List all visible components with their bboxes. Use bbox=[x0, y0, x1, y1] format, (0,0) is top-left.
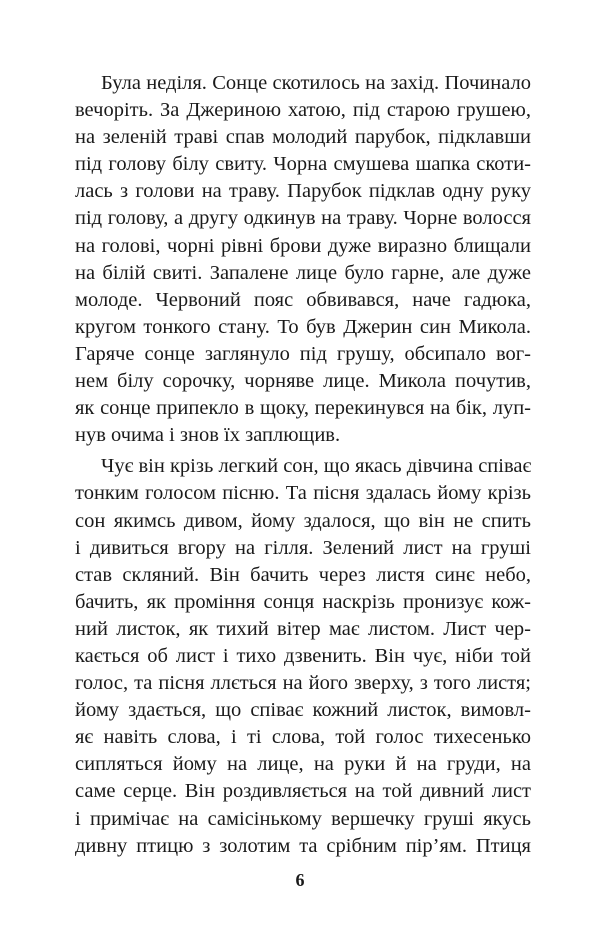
text-line: лась з голови на траву. Парубок підклав одну руку bbox=[75, 180, 531, 203]
text-line: голос, та пісня ллється на його зверху, з того листя; bbox=[75, 672, 531, 695]
text-line: кається об лист і тихо дзвенить. Він чує, ніби той bbox=[75, 644, 531, 667]
text-line: тонким голосом пісню. Та пісня здалась йому крізь bbox=[75, 482, 531, 505]
body-text bbox=[75, 70, 531, 860]
text-line: молоде. Червоний пояс обвивався, наче гадюка, bbox=[75, 288, 531, 311]
text-line: сипляться йому на лице, на руки й на груди, на bbox=[75, 753, 531, 776]
page-number: 6 bbox=[295, 870, 305, 890]
text-line: як сонце припекло в щоку, перекинувся на бік, луп- bbox=[75, 397, 531, 420]
text-line: саме серце. Він роздивляється на той дивний лист bbox=[75, 780, 531, 803]
text-line: сон якимсь дивом, йому здалося, що він не спить bbox=[75, 509, 531, 532]
text-line: бачить, як проміння сонця наскрізь пронизує кож- bbox=[75, 590, 531, 613]
text-line: Чує він крізь легкий сон, що якась дівчина співає bbox=[101, 455, 532, 478]
text-line: яє навіть слова, і ті слова, той голос тихесенько bbox=[75, 726, 531, 749]
text-line: під голову білу свиту. Чорна смушева шапка скоти- bbox=[75, 153, 531, 176]
text-line: нув очима і знов їх заплющив. bbox=[75, 424, 341, 447]
text-line: на зеленій траві спав молодий парубок, підклавши bbox=[75, 126, 531, 149]
text-line: ний листок, як тихий вітер має листом. Лист чер- bbox=[75, 617, 531, 640]
text-line: вечоріть. За Джериною хатою, під старою грушею, bbox=[75, 99, 531, 122]
text-line: Гаряче сонце заглянуло під грушу, обсипало вог- bbox=[75, 342, 531, 365]
text-line: йому здається, що співає кожний листок, вимовл- bbox=[75, 699, 531, 722]
text-line: Була неділя. Сонце скотилось на захід. Починало bbox=[101, 72, 531, 94]
paragraph-1 bbox=[75, 70, 531, 449]
text-line: нем білу сорочку, чорняве лице. Микола почутив, bbox=[75, 370, 531, 393]
paragraph-2 bbox=[75, 453, 531, 859]
text-line: дивну птицю з золотим та срібним пір’ям. Птиця bbox=[75, 834, 531, 857]
text-line: став скляний. Він бачить через листя синє небо, bbox=[75, 563, 531, 586]
text-line: кругом тонкого стану. То був Джерин син Микола. bbox=[75, 315, 531, 338]
text-line: і дивиться вгору на гілля. Зелений лист на груші bbox=[75, 536, 531, 559]
text-line: і примічає на самісінькому вершечку груші якусь bbox=[75, 807, 531, 830]
text-line: під голову, а другу одкинув на траву. Чорне волосся bbox=[75, 207, 531, 230]
text-line: на білій свиті. Запалене лице було гарне, але дуже bbox=[75, 261, 531, 284]
text-line: на голові, чорні рівні брови дуже виразно блищали bbox=[75, 234, 531, 257]
